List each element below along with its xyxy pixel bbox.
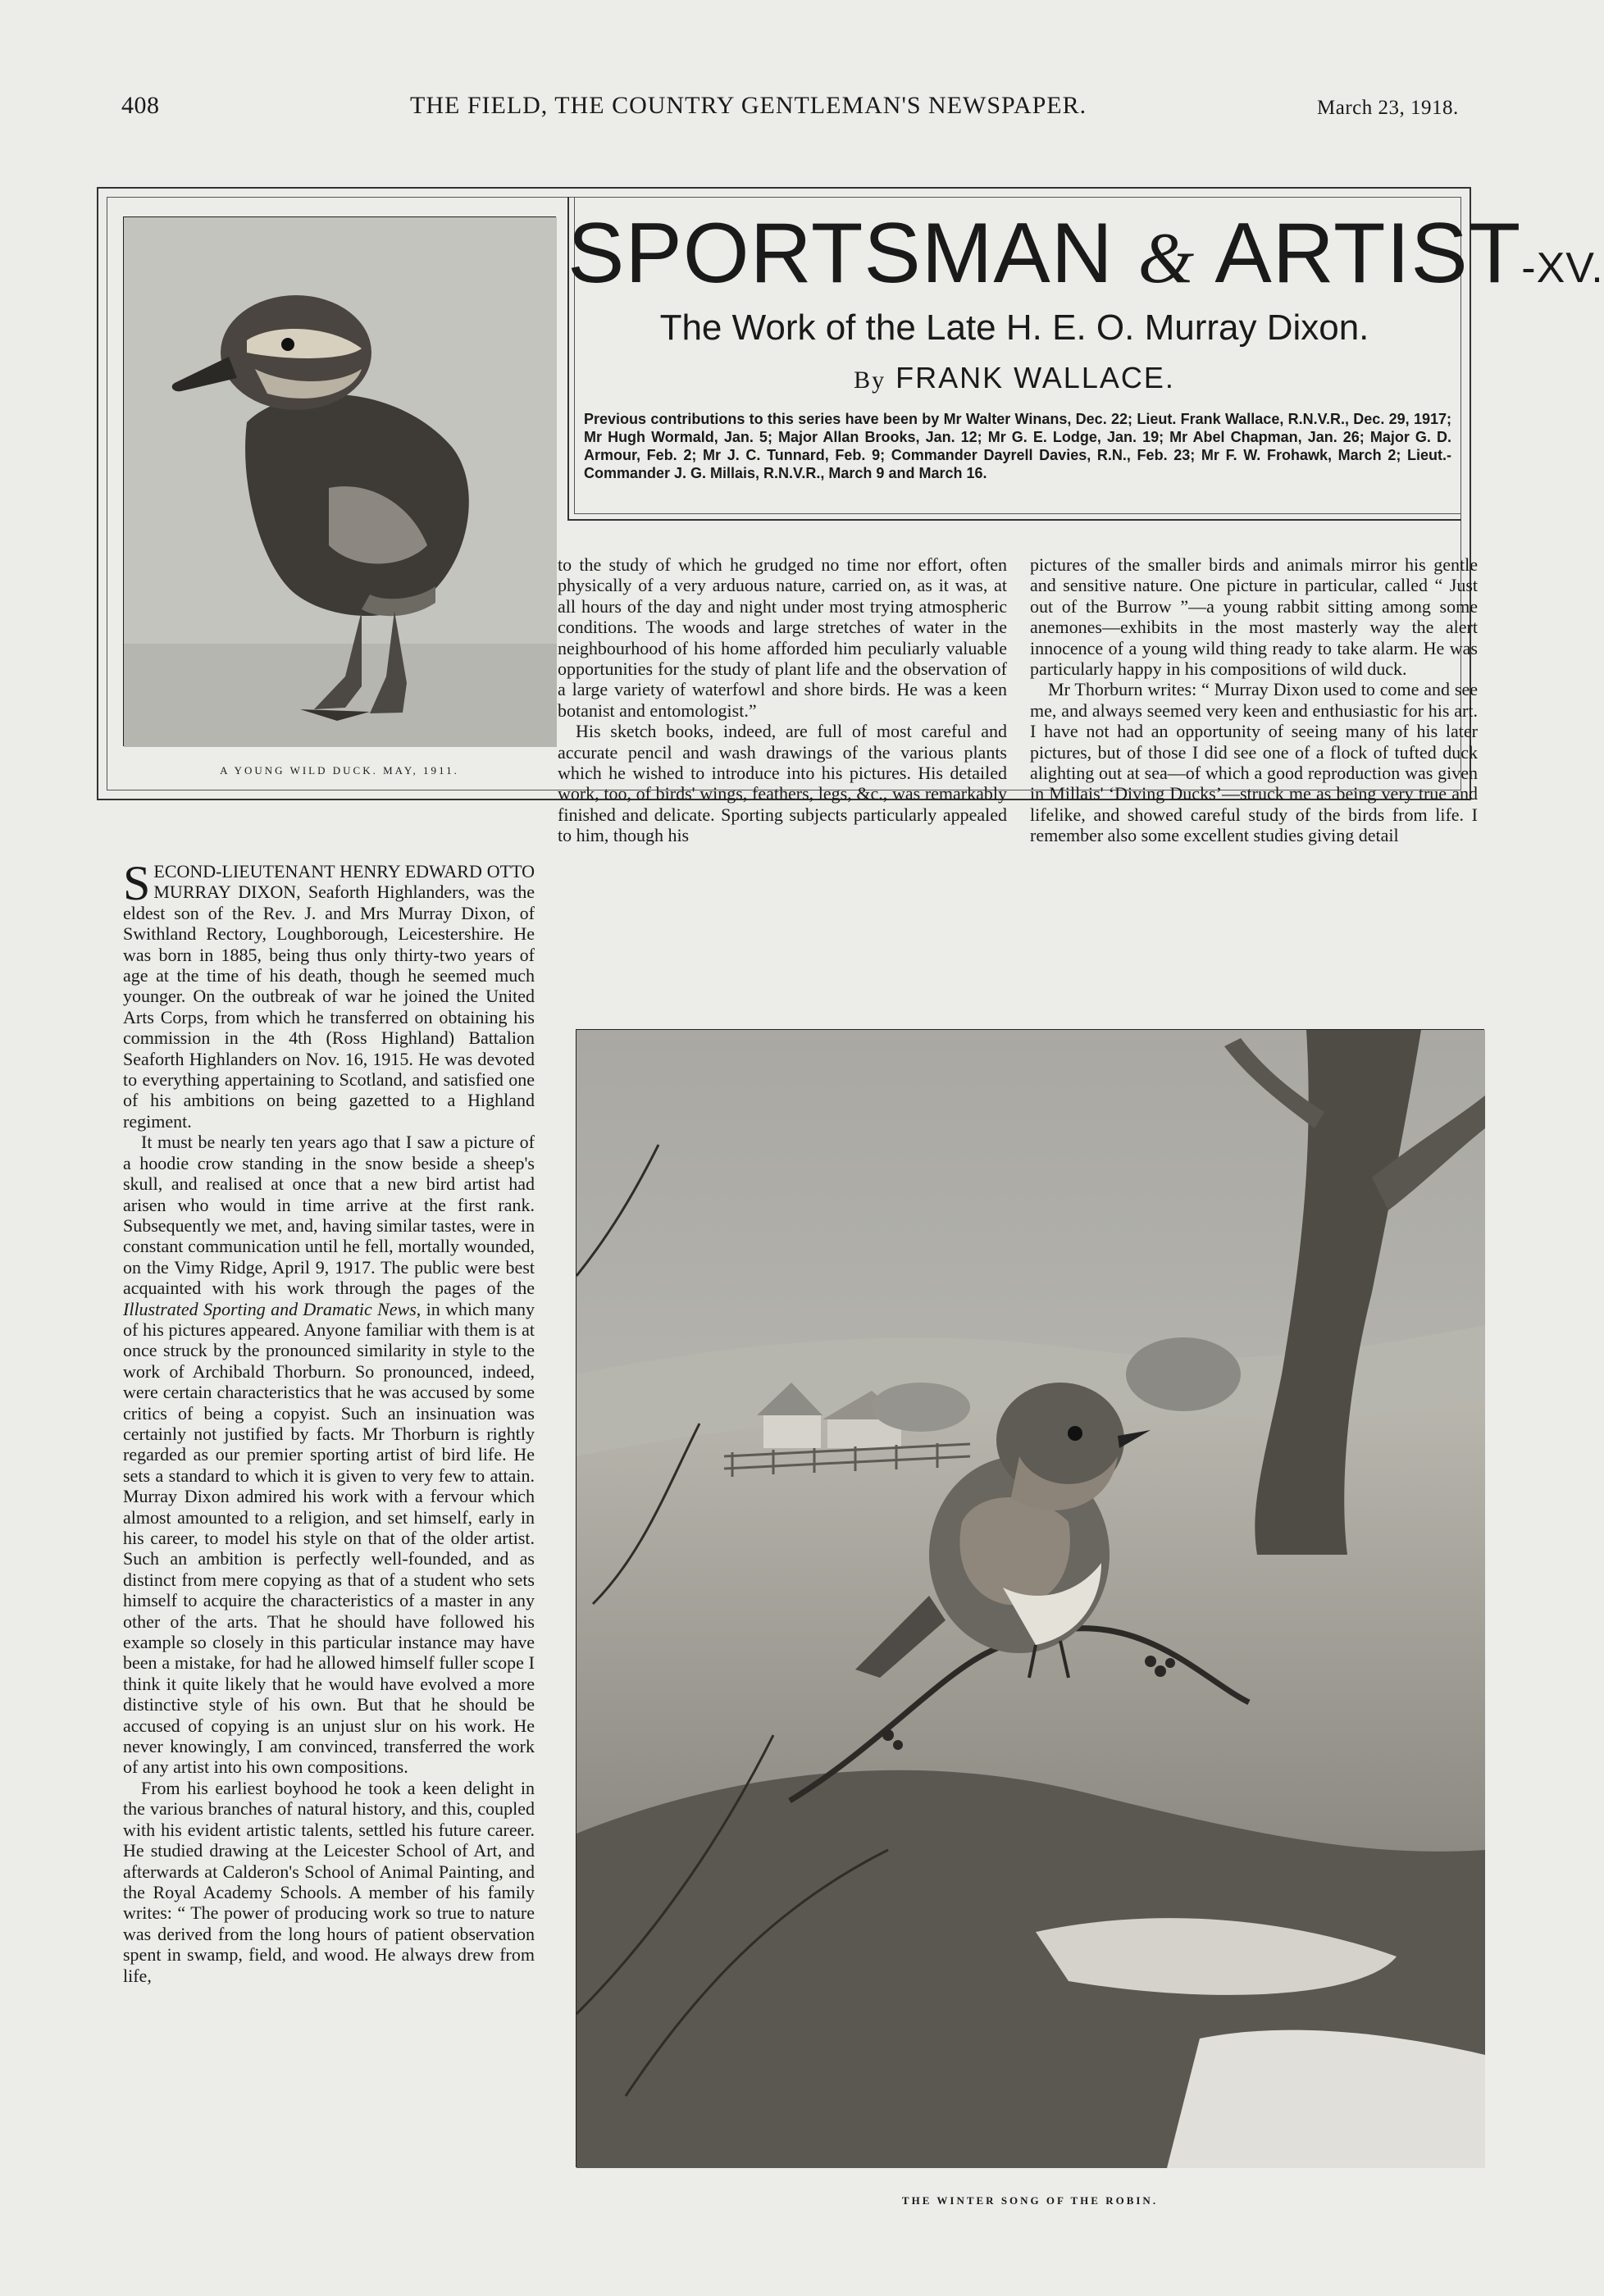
drop-cap: S (123, 856, 151, 910)
headline-ampersand: & (1137, 219, 1196, 298)
article-headline (567, 206, 1604, 301)
paragraph-7: Mr Thorburn writes: “ Murray Dixon used to come and see me, and always seemed very keen and enthusiastic for his art. I have not had an opportunity of seeing many of his later pictures, but of those I did see one of a flock of tufted duck alighting out at sea—of which a good reproduction was given in Millais' ‘Diving Ducks’—struck me as being very true and lifelike, and showed careful study of the birds from life. I remember also some excellent studies giving detail (1030, 679, 1478, 846)
paragraph-3: From his earliest boyhood he took a keen delight in the various branches of natural history, and this, coupled with his evident artistic talents, settled his future career. He studied drawing at the Leicester School of Art, and afterwards at Calderon's School of Animal Painting, and the Royal Academy Schools. A member of his family writes: “ The power of producing work so true to nature was derived from the long hours of patient observation spent in swamp, field, and wood. He always drew from life, (123, 1777, 535, 1986)
paragraph-4: to the study of which he grudged no time nor effort, often physically of a very arduous nature, carried on, as it was, at all hours of the day and night under most trying atmospheric conditions. The woods and large stretches of water in the neighbourhood of his home afforded him peculiarly valuable opportunities for the study of plant life and the observation of a large variety of waterfowl and shore birds. He was a keen botanist and entomologist.” (558, 554, 1007, 721)
newspaper-title: THE FIELD, THE COUNTRY GENTLEMAN'S NEWSPAPER. (410, 92, 1087, 119)
previous-contributions: Previous contributions to this series have been by Mr Walter Winans, Dec. 22; Lieut. Frank Wallace, R.N.V.R., Dec. 29, 1917; Mr Hugh Wormald, Jan. 5; Major Allan Brooks, Jan. 12; Mr G. E. Lodge, Jan. 19; Mr Abel Chapman, Jan. 26; Major G. D. Armour, Feb. 2; Mr J. C. Tunnard, Feb. 9; Commander Dayrell Davies, R.N., Feb. 23; Mr F. W. Frohawk, March 2; Lieut.-Commander J. G. Millais, R.N.V.R., March 9 and March 16. (584, 411, 1451, 481)
duck-illustration (123, 216, 556, 746)
publication-title: Illustrated Sporting and Dramatic News (123, 1298, 417, 1319)
headline-tail: ARTIST (1214, 206, 1522, 301)
paragraph-2-text-a: It must be nearly ten years ago that I saw a picture of a hoodie crow standing in the snow beside a sheep's skull, and realised at once that a new bird artist had arisen who would in time arrive at the first rank. Subsequently we met, and, having similar tastes, were in constant communication until he fell, mortally wounded, on the Vimy Ridge, April 9, 1917. The public were best acquainted with his work through the pages of the (123, 1132, 535, 1299)
paragraph-2-text-b: , in which many of his pictures appeared. Anyone familiar with them is at once struck by the pronounced similarity in style to the work of Archibald Thorburn. So pronounced, indeed, were certain characteristics that he was accused by some critics of being a copyist. Such an insinuation was certainly not justified by facts. Mr Thorburn is rightly regarded as our premier sporting artist of bird life. He sets a standard to which it is given to very few to attain. Murray Dixon admired his work with a fervour which almost amounted to a religion, and set himself, early in his career, to model his style on that of the older artist. Such an ambition is perfectly well-founded, and as distinct from mere copying as that of a student who sets himself to acquire the characteristics of a master in any other of the arts. That he should have followed his example so closely in this particular instance may have been a mistake, for had he allowed himself fuller scope I think it quite likely that he would have evolved a more distinctive style of his own. But that he should be accused of copying is an unjust slur on his work. He never knowingly, I am convinced, transferred the work of any artist into his own compositions. (123, 1298, 535, 1778)
column-3 (1030, 554, 1478, 846)
duck-caption: A YOUNG WILD DUCK. MAY, 1911. (220, 764, 459, 777)
article-subtitle: The Work of the Late H. E. O. Murray Dixon. (659, 308, 1369, 348)
paragraph-1-text: ECOND-LIEUTENANT HENRY EDWARD OTTO MURRAY DIXON, Seaforth Highlanders, was the eldest son of the Rev. J. and Mrs Murray Dixon, of Swithland Rectory, Loughborough, Leicestershire. He was born in 1885, being thus only thirty-two years of age at the time of his death, though he seemed much younger. On the outbreak of war he joined the United Arts Corps, from which he transferred on obtaining his commission in the 4th (Ross Highland) Battalion Seaforth Highlanders on Nov. 16, 1915. He was devoted to everything appertaining to Scotland, and satisfied one of his ambitions on being gazetted to a Highland regiment. (123, 861, 535, 1132)
running-head (0, 0, 1535, 139)
headline-series-number: -XV. (1521, 244, 1604, 292)
column-1 (123, 856, 535, 1986)
paragraph-5: His sketch books, indeed, are full of most careful and accurate pencil and wash drawings of the various plants which he wished to introduce into his pictures. His detailed work, too, of birds' wings, feathers, legs, &c., was remarkably finished and delicate. Sporting subjects particularly appealed to him, though his (558, 721, 1007, 846)
column-2 (558, 554, 1007, 846)
paragraph-6: pictures of the smaller birds and animals mirror his gentle and sensitive nature. One picture in particular, called “ Just out of the Burrow ”—a young rabbit sitting among some anemones—exhibits in the most masterly way the alert innocence of a young wild thing ready to take alarm. He was particularly happy in his compositions of wild duck. (1030, 554, 1478, 680)
robin-caption: THE WINTER SONG OF THE ROBIN. (901, 2194, 1159, 2207)
winter-robin-picture (576, 1030, 1485, 2168)
issue-date: March 23, 1918. (1317, 97, 1459, 119)
byline-prefix: By (854, 367, 886, 394)
byline (567, 361, 1461, 395)
robin-illustration (576, 1029, 1484, 2167)
paragraph-2 (123, 1132, 535, 1778)
young-wild-duck-picture (124, 217, 557, 747)
headline-main: SPORTSMAN (567, 206, 1114, 301)
byline-author: FRANK WALLACE. (895, 361, 1175, 394)
paragraph-1 (123, 856, 535, 1132)
page-number: 408 (121, 92, 160, 119)
